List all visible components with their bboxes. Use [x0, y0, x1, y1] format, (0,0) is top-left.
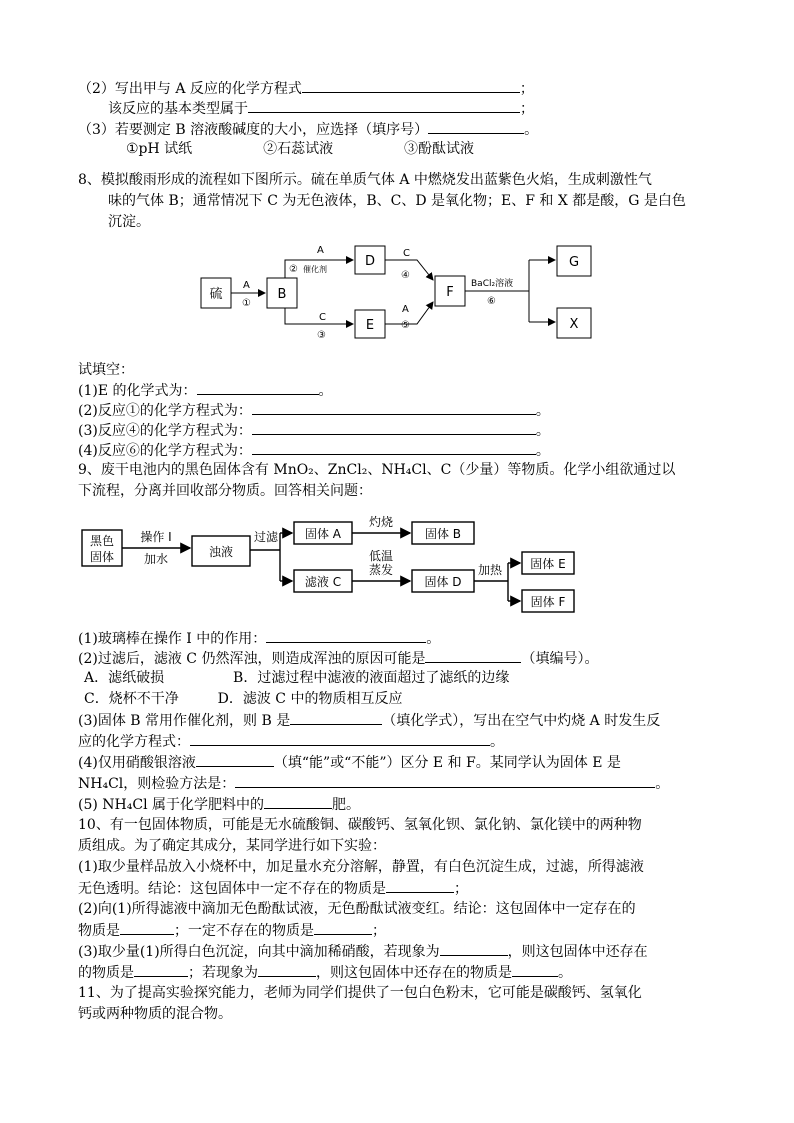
q9-part5-text-end: 肥。: [332, 797, 360, 813]
q9-part3b-text: 应的化学方程式：: [78, 734, 190, 750]
q10-step2-b-line: [78, 920, 386, 941]
punct: 。: [558, 965, 572, 981]
q10-step1-a: (1)取少量样品放入小烧杯中，加足量水充分溶解，静置，有白色沉淀生成，过滤，所得滤液: [78, 859, 644, 875]
answer-blank[interactable]: [302, 78, 520, 93]
punct: ；: [454, 881, 468, 897]
q9-part4-text-end: （填“能”或“不能”）区分 E 和 F。某同学认为固体 E 是: [273, 755, 621, 771]
option-2: ②石蕊试液: [263, 141, 334, 157]
q9-part3-text: (3)固体 B 常用作催化剂，则 B 是: [78, 713, 291, 729]
q9-part4b-line: [78, 773, 669, 794]
answer-blank[interactable]: [190, 731, 490, 746]
q9-part2-line: [78, 648, 598, 669]
start-label-bottom: 固体: [89, 550, 115, 564]
q8-fill-prompt: 试填空：: [78, 362, 134, 378]
solid-a-label: 固体 A: [304, 527, 342, 541]
option-d: D．滤波 C 中的物质相互反应: [217, 691, 403, 707]
liquid-c-label: 滤液 C: [304, 575, 342, 589]
node-sulfur: 硫: [209, 287, 223, 302]
answer-blank[interactable]: [196, 752, 274, 767]
q9-part4-line: [78, 752, 621, 773]
q7-part2-line: [78, 78, 534, 99]
label-a1: A: [243, 280, 250, 291]
punct: （填编号）。: [521, 651, 599, 667]
acid-rain-flow-diagram: [195, 238, 605, 348]
q7-part2b-line: [108, 98, 534, 119]
punct: ；: [519, 81, 534, 97]
punct: ；: [520, 101, 534, 117]
label-n5: ⑤: [401, 320, 410, 331]
q10-step2-a: (2)向(1)所得滤液中滴加无色酚酞试液，无色酚酞试液变红。结论：这包固体中一定存在的: [78, 901, 636, 917]
q11-intro-2: 钙或两种物质的混合物。: [78, 1006, 232, 1022]
q8-intro-2: 味的气体 B；通常情况下 C 为无色液体，B、C、D 是氧化物；E、F 和 X 都是酸，G 是白色: [108, 193, 686, 209]
op1-label: 操作 I: [140, 530, 172, 544]
solid-f-label: 固体 F: [530, 595, 566, 609]
punct: 。: [655, 776, 670, 792]
answer-blank[interactable]: [386, 878, 454, 893]
option-3: ③酚酞试液: [403, 141, 474, 157]
q10-intro-1: 10、有一包固体物质，可能是无水硫酸铜、碳酸钙、氢氧化钡、氯化钠、氯化镁中的两种物: [78, 817, 642, 833]
answer-blank[interactable]: [134, 962, 188, 977]
q9-options-ab: [84, 668, 509, 688]
q7-options: [126, 139, 474, 159]
q10-step2-b-text: 物质是: [78, 923, 120, 939]
q9-part1-line: [78, 628, 440, 649]
option-c: C．烧杯不干净: [84, 691, 179, 707]
node-x: X: [569, 317, 579, 332]
q8-part3-text: (3)反应④的化学方程式为：: [78, 423, 252, 439]
q9-part3-line: [78, 710, 660, 731]
label-c4: C: [403, 248, 410, 259]
label-bacl2: BaCl₂溶液: [471, 279, 514, 289]
q10-step1-b-line: [78, 878, 468, 899]
solid-d-label: 固体 D: [424, 575, 462, 589]
label-a5: A: [402, 304, 409, 315]
answer-blank[interactable]: [512, 962, 558, 977]
q10-step3-a-line: [78, 941, 648, 962]
label-a2: A: [317, 245, 324, 256]
q8-intro-1: 8、模拟酸雨形成的流程如下图所示。硫在单质气体 A 中燃烧发出蓝紫色火焰，生成刺激性气: [78, 172, 652, 188]
q9-options-cd: [84, 689, 402, 709]
q7-part2-text: （2）写出甲与 A 反应的化学方程式: [78, 81, 302, 97]
q9-intro-1: 9、废干电池内的黑色固体含有 MnO₂、ZnCl₂、NH₄Cl、C（少量）等物质。化学小组欲通过以: [78, 462, 676, 478]
label-n1: ①: [242, 298, 251, 309]
q10-step3-a-mid: ，则这包固体中还存在: [507, 944, 648, 960]
option-1: ①pH 试纸: [126, 141, 193, 157]
label-catalyst: 催化剂: [303, 265, 327, 274]
option-a: A．滤纸破损: [84, 670, 165, 686]
node-f: F: [446, 285, 454, 300]
water-label: 加水: [143, 552, 169, 566]
label-c3: C: [319, 312, 326, 323]
label-n2: ②: [289, 264, 298, 275]
q9-part3-text-end: （填化学式），写出在空气中灼烧 A 时发生反: [382, 713, 661, 729]
q9-part2-text: (2)过滤后，滤液 C 仍然浑浊，则造成浑浊的原因可能是: [78, 651, 426, 667]
punct: 。: [426, 631, 441, 647]
answer-blank[interactable]: [428, 119, 524, 134]
answer-blank[interactable]: [235, 773, 655, 788]
label-n6: ⑥: [487, 296, 496, 307]
answer-blank[interactable]: [248, 98, 520, 113]
answer-blank[interactable]: [314, 920, 372, 935]
battery-separation-flow-diagram: [76, 508, 606, 620]
answer-blank[interactable]: [197, 380, 319, 395]
node-e: E: [365, 318, 375, 333]
label-n3: ③: [317, 330, 326, 341]
q10-step3-b-mid2: ，则这包固体中还存在的物质是: [316, 965, 512, 981]
answer-blank[interactable]: [252, 440, 536, 455]
q8-part2-text: (2)反应①的化学方程式为：: [78, 403, 252, 419]
q8-part4-line: [78, 440, 550, 461]
q10-intro-2: 质组成。为了确定其成分，某同学进行如下实验：: [78, 838, 386, 854]
q7-part2b-text: 该反应的基本类型属于: [108, 101, 248, 117]
q10-step2-b-mid: ；一定不存在的物质是: [174, 923, 314, 939]
answer-blank[interactable]: [425, 648, 521, 663]
q8-part4-text: (4)反应⑥的化学方程式为：: [78, 443, 252, 459]
q8-intro-3: 沉淀。: [108, 214, 150, 230]
solid-e-label: 固体 E: [530, 557, 566, 571]
label-n4: ④: [401, 270, 410, 281]
turbid-label: 浊液: [208, 545, 234, 559]
filter-label: 过滤: [253, 530, 279, 544]
node-g: G: [568, 255, 580, 270]
start-label-top: 黑色: [89, 534, 115, 548]
burn-label: 灼烧: [368, 515, 394, 529]
q9-part5-text: (5) NH₄Cl 属于化学肥料中的: [78, 797, 264, 813]
q9-part4-text: (4)仅用硝酸银溶液: [78, 755, 196, 771]
evaporate-label-1: 低温: [368, 549, 394, 563]
answer-blank[interactable]: [120, 920, 174, 935]
punct: 。: [535, 443, 550, 459]
q11-intro-1: 11、为了提高实验探究能力，老师为同学们提供了一包白色粉末，它可能是碳酸钙、氢氧化: [78, 985, 642, 1001]
q9-intro-2: 下流程，分离并回收部分物质。回答相关问题：: [78, 483, 372, 499]
node-d: D: [364, 254, 376, 269]
answer-blank[interactable]: [440, 941, 508, 956]
q10-step1-b-text: 无色透明。结论：这包固体中一定不存在的物质是: [78, 881, 386, 897]
q10-step3-b-mid: ；若现象为: [188, 965, 258, 981]
solid-b-label: 固体 B: [424, 527, 462, 541]
answer-blank[interactable]: [266, 628, 426, 643]
punct: ；: [372, 923, 386, 939]
heat-label: 加热: [477, 563, 503, 577]
answer-blank[interactable]: [290, 710, 382, 725]
punct: 。: [318, 383, 333, 399]
q8-part2-line: [78, 400, 550, 421]
q8-part3-line: [78, 420, 550, 441]
q7-part3-line: [78, 119, 538, 140]
q7-part3-text: （3）若要测定 B 溶液酸碱度的大小，应选择（填序号）: [78, 122, 429, 138]
q10-step3-b-line: [78, 962, 572, 983]
answer-blank[interactable]: [264, 794, 332, 809]
option-b: B．过滤过程中滤液的液面超过了滤纸的边缘: [233, 670, 510, 686]
node-b: B: [277, 287, 287, 302]
punct: 。: [535, 403, 550, 419]
q10-step3-b-text: 的物质是: [78, 965, 134, 981]
q9-part1-text: (1)玻璃棒在操作 I 中的作用：: [78, 631, 267, 647]
punct: 。: [524, 122, 539, 138]
q8-part1-text: (1)E 的化学式为：: [78, 383, 197, 399]
q9-part3b-line: [78, 731, 504, 752]
q10-step3-a-text: (3)取少量(1)所得白色沉淀，向其中滴加稀硝酸，若现象为: [78, 944, 440, 960]
answer-blank[interactable]: [258, 962, 316, 977]
answer-blank[interactable]: [252, 400, 536, 415]
q8-part1-line: [78, 380, 333, 401]
q9-part5-line: [78, 794, 360, 815]
punct: 。: [490, 734, 504, 750]
answer-blank[interactable]: [252, 420, 536, 435]
punct: 。: [535, 423, 550, 439]
evaporate-label-2: 蒸发: [368, 563, 394, 577]
q9-part4b-text: NH₄Cl，则检验方法是：: [78, 776, 236, 792]
